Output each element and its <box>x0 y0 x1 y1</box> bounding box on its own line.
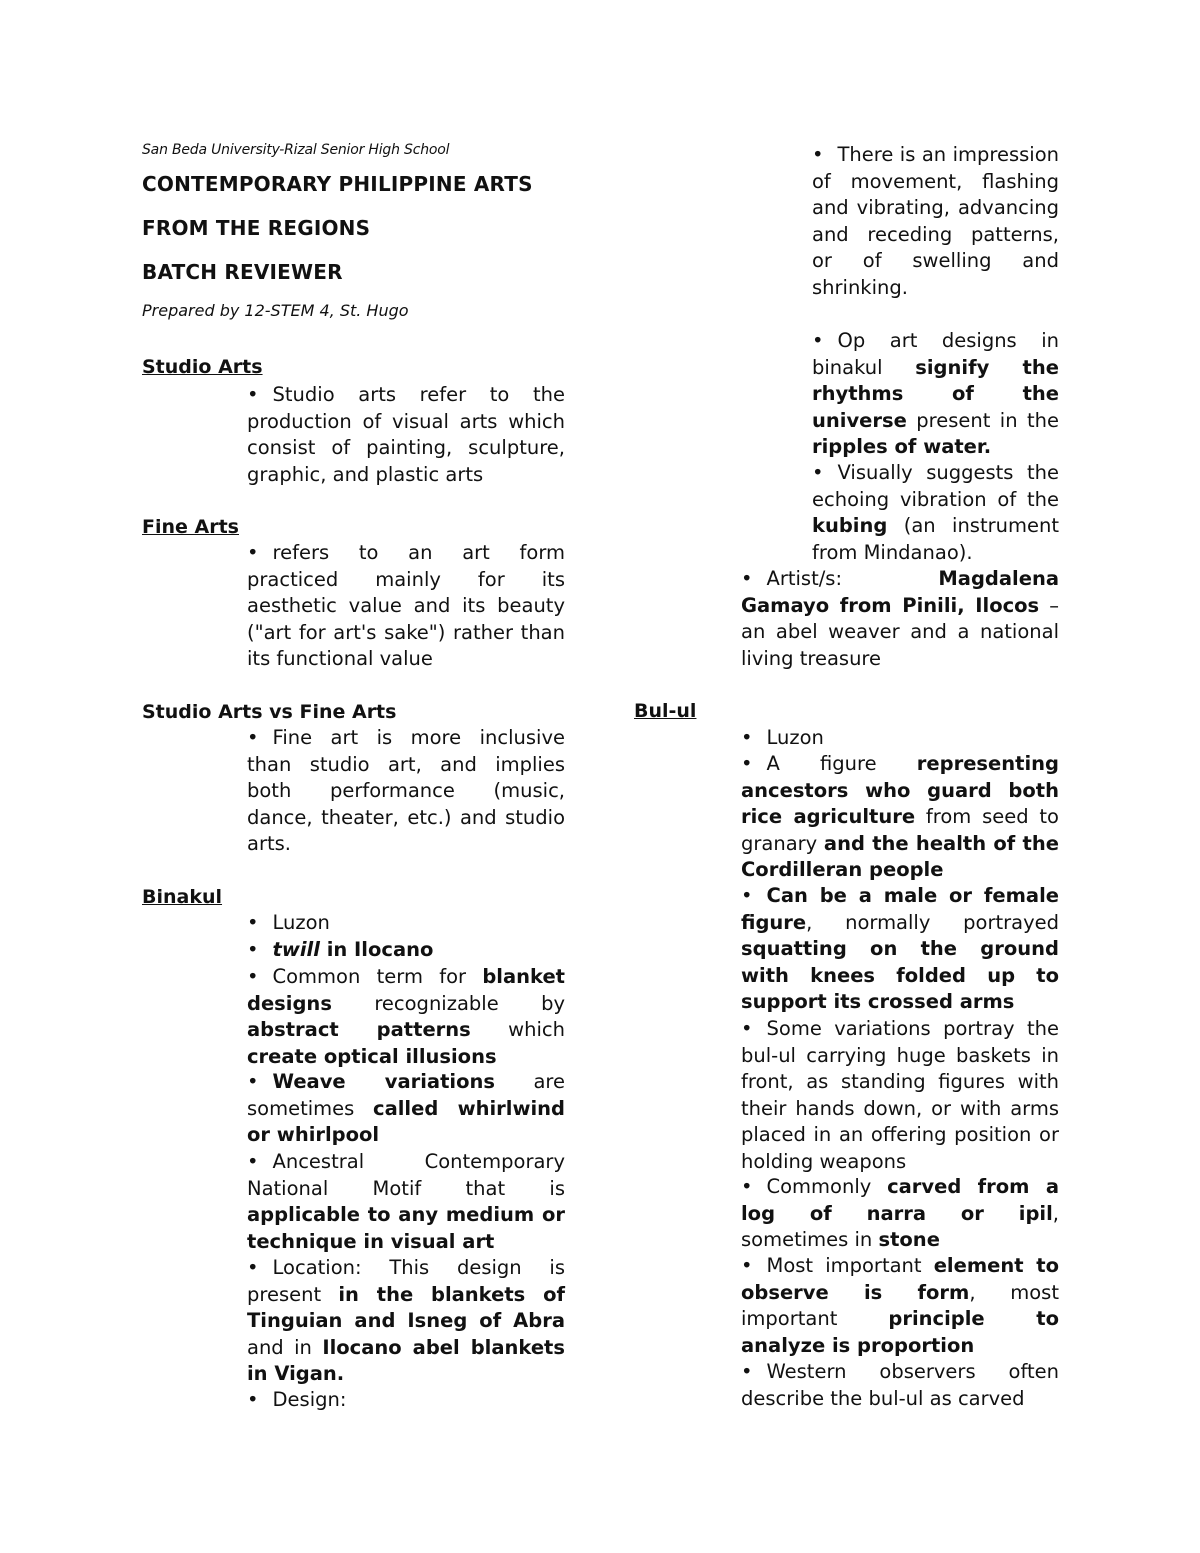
design-bullet-kubing: • Visually suggests the echoing vibration of the kubing (an instrument from Mindanao). <box>812 461 1059 564</box>
design-bullet-op-art: • Op art designs in binakul signify the rhythms of the universe present in the ripples of water. <box>812 329 1059 458</box>
bulul-bullet-region: • Luzon <box>741 726 824 749</box>
title-line-1: CONTEMPORARY PHILIPPINE ARTS <box>142 172 533 196</box>
bullet-icon: • <box>247 383 259 406</box>
bullet-icon: • <box>247 1388 259 1411</box>
bullet-icon: • <box>812 143 824 166</box>
binakul-bullet-location: • Location: This design is present in the blankets of Tinguian and Isneg of Abra and in Ilocano abel blankets in Vigan. <box>247 1256 565 1385</box>
binakul-bullet-region: • Luzon <box>247 911 330 934</box>
fine-arts-bullet: • refers to an art form practiced mainly for its aesthetic value and its beauty ("art for art's sake") rather than its functional value <box>247 541 565 670</box>
bullet-icon: • <box>247 1256 259 1279</box>
studio-arts-bullet: • Studio arts refer to the production of visual arts which consist of painting, sculpture, graphic, and plastic arts <box>247 383 565 486</box>
bullet-icon: • <box>812 329 824 352</box>
bullet-icon: • <box>741 752 753 775</box>
studio-arts-heading: Studio Arts <box>142 356 263 378</box>
bulul-bullet-male-female: • Can be a male or female figure, normally portrayed squatting on the ground with knees folded up to support its crossed arms <box>741 884 1059 1013</box>
bullet-icon: • <box>741 567 753 590</box>
bullet-icon: • <box>247 1070 259 1093</box>
bullet-icon: • <box>247 726 259 749</box>
bullet-icon: • <box>247 911 259 934</box>
bullet-icon: • <box>247 541 259 564</box>
bullet-icon: • <box>247 1150 259 1173</box>
binakul-bullet-term: • Common term for blanket designs recognizable by abstract patterns which create optical illusions <box>247 965 565 1068</box>
bullet-icon: • <box>812 461 824 484</box>
bulul-bullet-variations: • Some variations portray the bul-ul carrying huge baskets in front, as standing figures with their hands down, or with arms placed in an offering position or holding weapons <box>741 1017 1059 1173</box>
bulul-bullet-carved: • Commonly carved from a log of narra or ipil, sometimes in stone <box>741 1175 1059 1251</box>
school-name: San Beda University-Rizal Senior High School <box>142 142 450 158</box>
bulul-bullet-form: • Most important element to observe is form, most important principle to analyze is proportion <box>741 1254 1060 1357</box>
studio-vs-fine-heading: Studio Arts vs Fine Arts <box>142 701 397 723</box>
binakul-bullet-motif: • Ancestral Contemporary National Motif that is applicable to any medium or technique in visual art <box>247 1150 565 1253</box>
bullet-icon: • <box>741 1175 753 1198</box>
bullet-icon: • <box>741 1254 753 1277</box>
studio-vs-fine-bullet: • Fine art is more inclusive than studio art, and implies both performance (music, dance, theater, etc.) and studio arts. <box>247 726 565 855</box>
binakul-bullet-design: • Design: <box>247 1388 347 1411</box>
bullet-icon: • <box>741 884 753 907</box>
binakul-heading: Binakul <box>142 886 223 908</box>
binakul-bullet-artist: • Artist/s: Magdalena Gamayo from Pinili, Ilocos – an abel weaver and a national living treasure <box>741 567 1059 670</box>
bullet-icon: • <box>741 1017 753 1040</box>
bullet-icon: • <box>741 726 753 749</box>
bullet-icon: • <box>247 965 259 988</box>
bullet-icon: • <box>247 938 259 961</box>
fine-arts-heading: Fine Arts <box>142 516 239 538</box>
binakul-bullet-twill: • twill in Ilocano <box>247 938 434 961</box>
title-line-2: FROM THE REGIONS <box>142 216 371 240</box>
bullet-icon: • <box>741 1360 753 1383</box>
bulul-heading: Bul-ul <box>634 700 697 722</box>
title-line-3: BATCH REVIEWER <box>142 260 343 284</box>
binakul-bullet-weave: • Weave variations are sometimes called whirlwind or whirlpool <box>247 1070 566 1146</box>
bulul-bullet-figure: • A figure representing ancestors who guard both rice agriculture from seed to granary and the health of the Cordilleran people <box>741 752 1059 881</box>
design-bullet-movement: • There is an impression of movement, flashing and vibrating, advancing and receding patterns, or of swelling and shrinking. <box>812 143 1059 299</box>
bulul-bullet-western: • Western observers often describe the bul-ul as carved <box>741 1360 1059 1410</box>
prepared-by: Prepared by 12-STEM 4, St. Hugo <box>142 301 409 320</box>
